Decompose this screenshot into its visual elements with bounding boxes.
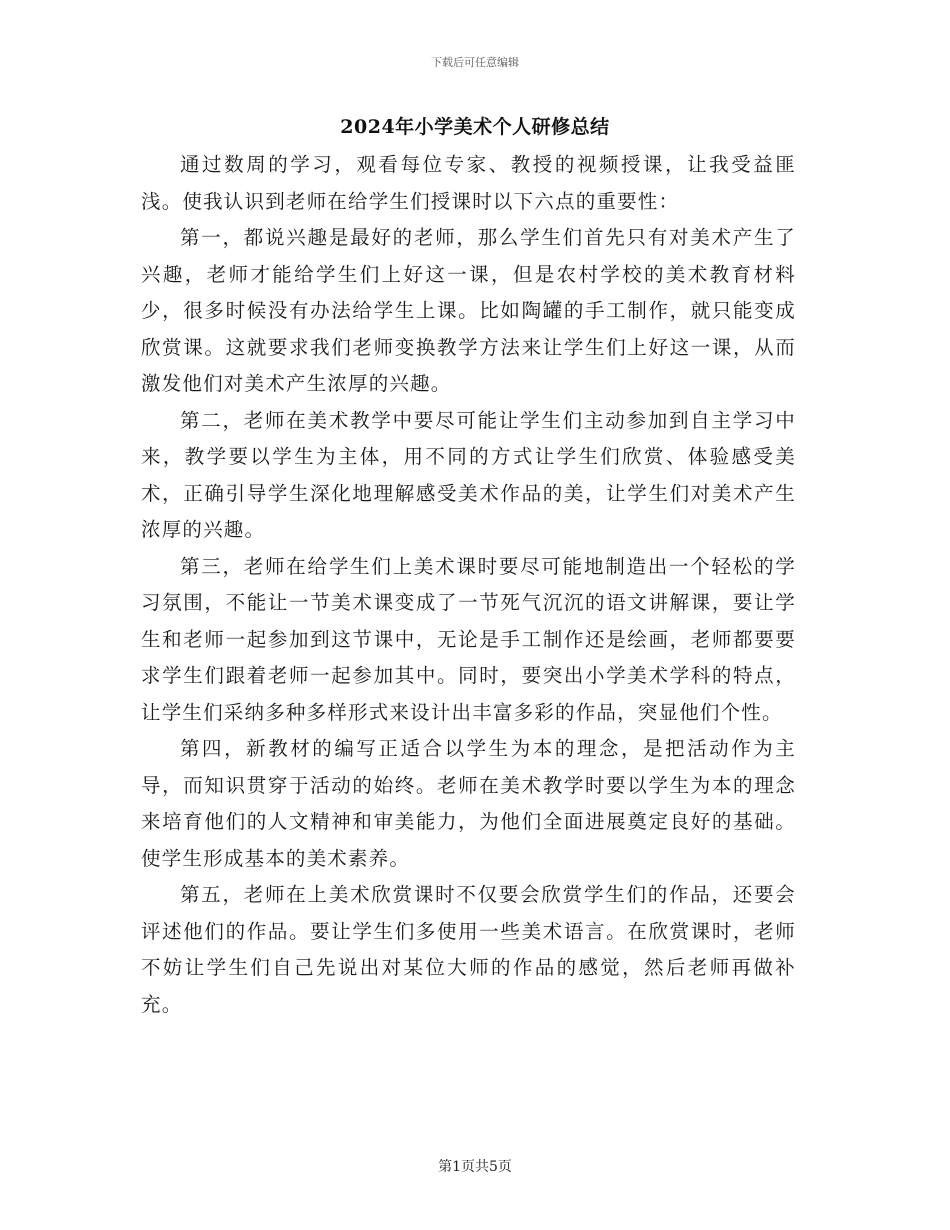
page-number: 第1页共5页 <box>438 1159 512 1175</box>
page-header: 下载后可任意编辑 <box>431 56 519 69</box>
paragraph-point-3: 第三，老师在给学生们上美术课时要尽可能地制造出一个轻松的学习氛围，不能让一节美术课变成了一节死气沉沉的语文讲解课，要让学生和老师一起参加到这节课中，无论是手工制作还是绘画，老师都要要求学生们跟着老师一起参加其中。同时，要突出小学美术学科的特点，让学生们采纳多种多样形式来设计出丰富多彩的作品，突显他们个性。 <box>141 554 796 724</box>
paragraph-point-4: 第四，新教材的编写正适合以学生为本的理念，是把活动作为主导，而知识贯穿于活动的始终。老师在美术教学时要以学生为本的理念来培育他们的人文精神和审美能力，为他们全面进展奠定良好的基础。使学生形成基本的美术素养。 <box>141 737 796 870</box>
paragraph-point-2: 第二，老师在美术教学中要尽可能让学生们主动参加到自主学习中来，教学要以学生为主体，用不同的方式让学生们欣赏、体验感受美术，正确引导学生深化地理解感受美术作品的美，让学生们对美术产生浓厚的兴趣。 <box>141 408 796 541</box>
paragraph-intro: 通过数周的学习，观看每位专家、教授的视频授课，让我受益匪浅。使我认识到老师在给学生们授课时以下六点的重要性： <box>141 153 796 213</box>
paragraph-point-5: 第五，老师在上美术欣赏课时不仅要会欣赏学生们的作品，还要会评述他们的作品。要让学生们多使用一些美术语言。在欣赏课时，老师不妨让学生们自己先说出对某位大师的作品的感觉，然后老师再做补充。 <box>141 883 796 1016</box>
paragraph-point-1: 第一，都说兴趣是最好的老师，那么学生们首先只有对美术产生了兴趣，老师才能给学生们上好这一课，但是农村学校的美术教育材料少，很多时候没有办法给学生上课。比如陶罐的手工制作，就只能变成欣赏课。这就要求我们老师变换教学方法来让学生们上好这一课，从而激发他们对美术产生浓厚的兴趣。 <box>141 226 796 395</box>
document-body <box>141 147 796 1023</box>
document-title: 2024年小学美术个人研修总结 <box>340 116 610 138</box>
